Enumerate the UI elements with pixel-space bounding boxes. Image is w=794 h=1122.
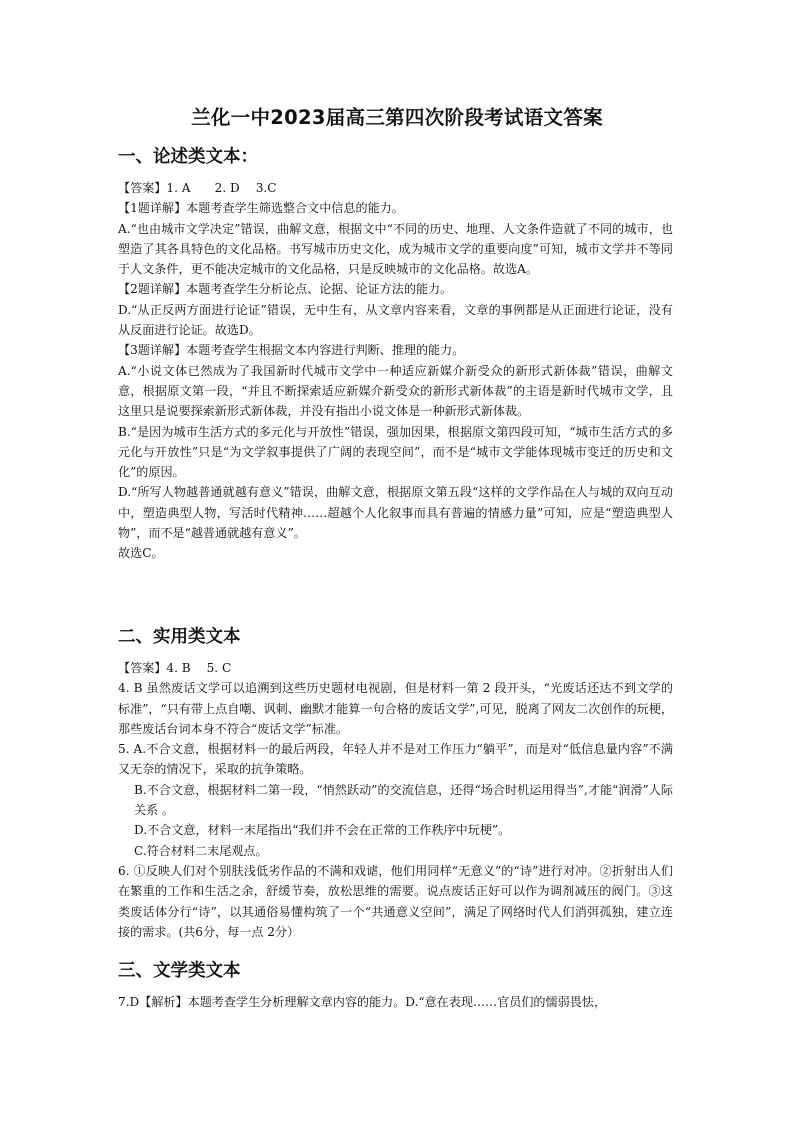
section-body-literary [118, 992, 673, 1012]
section-heading-practical: 二、实用类文本 [118, 627, 241, 647]
page-title: 兰化一中2023届高三第四次阶段考试语文答案 [191, 106, 603, 129]
option-explanation: B.“是因为城市生活方式的多元化与开放性”错误，强加因果，根据原文第四段可知，“城市生活方式的多元化与开放性”只是“为文学叙事提供了广阔的表现空间”，而不是“城市文学能体现城市变迁的历史和文化”的原因。 [118, 424, 673, 480]
question-5-option-d: D.不合文意，材料一末尾指出“我们并不会在正常的工作秩序中玩梗”。 [134, 823, 511, 838]
question-5-option-a: 5. A.不合文意，根据材料一的最后两段，年轻人并不是对工作压力“躺平”，而是对“低信息量内容”不满又无奈的情况下，采取的抗争策略。 [118, 742, 673, 777]
option-explanation: D.“从正反两方面进行论证”错误，无中生有，从文章内容来看，文章的事例都是从正面进行论证，没有从反面进行论证。故选D。 [118, 302, 673, 338]
section-body-practical [118, 658, 673, 942]
option-explanation: A.“小说文体已然成为了我国新时代城市文学中一种适应新媒介新受众的新形式新体裁”错误，曲解文意，根据原文第一段，“并且不断探索适应新媒介新受众的新形式新体裁”的主语是新时代城市文学，且这里只是说要探索新形式新体裁，并没有指出小说文体是一种新形式新体裁。 [118, 363, 673, 419]
question-6-answer: 6. ①反映人们对个别肤浅低劣作品的不满和戏谑，他们用同样“无意义”的“诗”进行对冲。②折射出人们在繁重的工作和生活之余，舒缓节奏，放松思维的需要。说点废话正好可以作为调剂减压的阀门。③这类废话体分行“诗”，以其通俗易懂构筑了一个“共通意义空间”，满足了网络时代人们消弭孤独，建立连接的需求。(共6分，每一点 2分） [118, 863, 673, 939]
question-3-analysis: 【3题详解】本题考查学生根据文本内容进行判断、推理的能力。 [118, 343, 465, 358]
conclusion-line: 故选C。 [118, 546, 164, 561]
option-explanation: A.“也由城市文学决定”错误，曲解文意，根据文中“不同的历史、地理、人文条件造就了不同的城市，也塑造了其各具特色的文化品格。书写城市历史文化，成为城市文学的重要向度”可知，城市文学并不等同于人文条件，更不能决定城市的文化品格，只是反映城市的文化品格。故选A。 [118, 221, 673, 277]
answer-line: 【答案】1. A 2. D 3.C [118, 181, 277, 195]
question-4-explanation: 4. B 虽然废话文学可以追溯到这些历史题材电视剧，但是材料一第 2 段开头，“光废话还达不到文学的标准”，“只有带上点自嘲、讽刺、幽默才能算一句合格的废话文学”,可见，脱离了网友二次创作的玩梗，那些废话台词本身不符合“废话文学”标准。 [118, 681, 673, 736]
section-body-argumentative [118, 178, 673, 564]
section-heading-argumentative: 一、论述类文本： [118, 147, 258, 167]
section-heading-literary: 三、文学类文本 [118, 961, 241, 981]
question-1-analysis: 【1题详解】本题考查学生筛选整合文中信息的能力。 [118, 201, 404, 216]
question-7-analysis: 7.D【解析】本题考查学生分析理解文章内容的能力。D.“意在表现……官员们的懦弱畏怯， [118, 995, 606, 1009]
question-2-analysis: 【2题详解】本题考查学生分析论点、论据、论证方法的能力。 [118, 282, 453, 297]
option-explanation: D.“所写人物越普通就越有意义”错误，曲解文意，根据原文第五段“这样的文学作品在人与城的双向互动中，塑造典型人物，写活时代精神……超越个人化叙事而具有普遍的情感力量”可知，应是“塑造典型人物”，而不是“越普通就越有意义”。 [118, 485, 673, 541]
answer-line: 【答案】4. B 5. C [118, 661, 232, 675]
question-5-option-b: B.不合文意，根据材料二第一段，“悄然跃动”的交流信息，还得“场合时机运用得当”,才能“润滑”人际关系 。 [134, 782, 673, 818]
question-5-option-c: C.符合材料二末尾观点。 [134, 843, 268, 858]
